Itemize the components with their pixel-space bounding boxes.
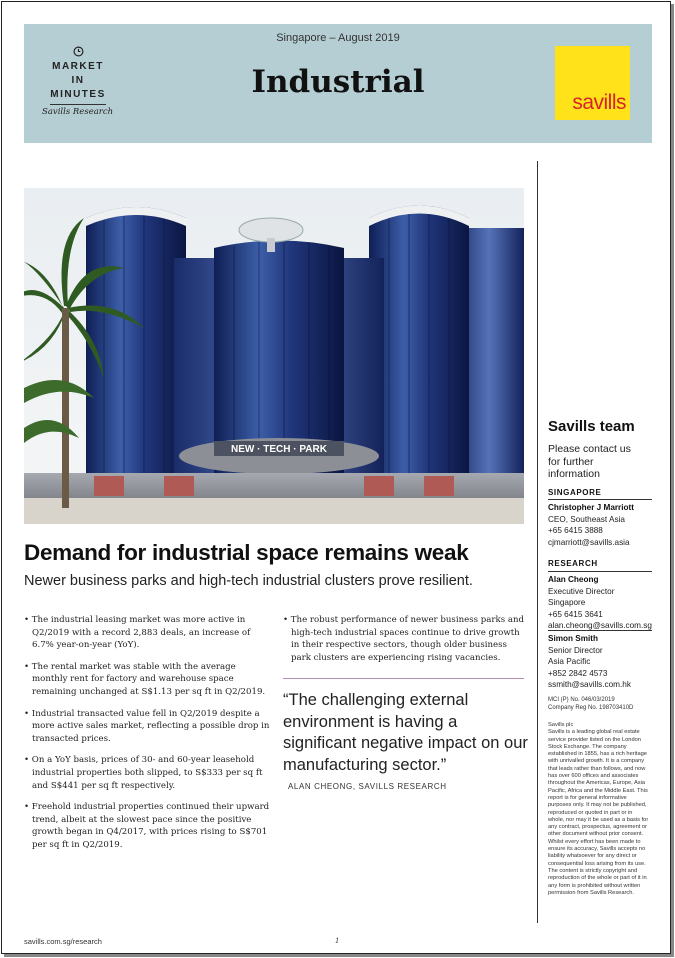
disclaimer — [548, 722, 650, 897]
series-line-3: MINUTES — [50, 89, 106, 100]
bullet-point: • The rental market was stable with the average monthly rent for factory and warehouse space remaining unchanged at S$1.13 per sq ft in Q2/2019. — [24, 661, 266, 697]
savills-logo — [555, 46, 630, 120]
report-title: Industrial — [251, 64, 425, 100]
column-divider — [537, 161, 538, 923]
market-in-minutes-badge — [42, 46, 114, 117]
pull-quote: “The challenging external environment is having a significant negative impact on our manufacturing sector.” — [283, 691, 528, 774]
page-number: 1 — [335, 937, 340, 945]
dateline: Singapore – August 2019 — [276, 32, 400, 44]
contact-text: Please contact us for further information — [548, 443, 631, 480]
contact-phone: +65 6415 3641 — [548, 609, 603, 619]
section-rule — [548, 499, 652, 500]
series-divider — [50, 104, 106, 105]
building-illustration — [24, 188, 524, 524]
bullet-point: • The industrial leasing market was more active in Q2/2019 with a record 2,883 deals, an increase of 6.7% year-on-year (YoY). — [24, 615, 251, 651]
section-heading-research: RESEARCH — [548, 559, 598, 568]
registration-info — [548, 697, 658, 712]
header-band — [24, 24, 652, 143]
series-line-1: MARKET — [52, 61, 104, 72]
section-heading-singapore: SINGAPORE — [548, 488, 602, 497]
contact-card-marriott — [548, 502, 658, 548]
bullet-point: • On a YoY basis, prices of 30- and 60-year leasehold industrial properties both slipped, to S$333 per sq ft and S$441 per sq ft respectively. — [24, 755, 263, 791]
contact-title: Executive Director Singapore — [548, 586, 615, 607]
series-line-2: IN — [71, 75, 85, 86]
footer-url[interactable]: savills.com.sg/research — [24, 937, 102, 946]
contact-card-smith — [548, 633, 658, 691]
section-rule — [548, 571, 652, 572]
contact-name: Alan Cheong — [548, 575, 599, 584]
quote-attribution: ALAN CHEONG, SAVILLS RESEARCH — [288, 782, 447, 791]
clock-icon — [73, 46, 84, 57]
mci-number: MCI (P) No. 046/03/2019 — [548, 697, 615, 703]
contact-name: Simon Smith — [548, 634, 599, 643]
contact-phone: +852 2842 4573 — [548, 668, 608, 678]
team-heading: Savills team — [548, 418, 635, 435]
main-headline: Demand for industrial space remains weak — [24, 540, 469, 565]
contact-title: Senior Director Asia Pacific — [548, 645, 603, 666]
bullet-point: • The robust performance of newer business parks and high-tech industrial spaces continue to drive growth in their respective sectors, though older business park clusters are experiencing rising vacancies. — [283, 615, 524, 663]
building-sign: NEW · TECH · PARK — [231, 444, 327, 455]
bullet-point: • Freehold industrial properties continued their upward trend, albeit at the slowest pace since the positive growth began in Q4/2017, with prices rising to S$701 per sq ft in Q2/2019. — [24, 802, 270, 850]
contact-name: Christopher J Marriott — [548, 503, 634, 512]
quote-divider — [283, 678, 524, 679]
disclaimer-text: Savills is a leading global real estate service provider listed on the London Stock Exchange. The company established in 1855, has a rich heritage with unrivalled growth. It is a company that leads rather than follows, and now has over 600 offices and associates throughout the Americas, Europe, Asia Pacific, Africa and the Middle East. This report is for general informative purposes only. It may not be published, reproduced or quoted in part or in whole, nor may it be used as a basis for any contract, prospectus, agreement or other document without prior consent. Whilst every effort has been made to ensure its accuracy, Savills accepts no liability whatsoever for any direct or consequential loss arising from its use. The content is strictly copyright and reproduction of the whole or part of it in any form is prohibited without written permission from Savills Research. — [548, 729, 649, 896]
contact-email[interactable]: ssmith@savills.com.hk — [548, 680, 631, 689]
savills-logo-text: savills — [572, 91, 626, 114]
contact-card-cheong — [548, 574, 656, 632]
bullets-column-right — [283, 614, 524, 673]
company-reg: Company Reg No. 198703410D — [548, 704, 634, 711]
sub-headline: Newer business parks and high-tech industrial clusters prove resilient. — [24, 573, 473, 589]
contact-email[interactable]: alan.cheong@savills.com.sg — [548, 621, 652, 630]
bullets-column-left — [24, 614, 272, 861]
building-photo — [24, 188, 524, 524]
contact-title: CEO, Southeast Asia — [548, 514, 625, 524]
disclaimer-title: Savills plc — [548, 722, 574, 728]
series-subtitle: Savills Research — [42, 107, 114, 117]
contact-phone: +65 6415 3888 — [548, 526, 603, 535]
contact-rule — [548, 630, 652, 631]
contact-email[interactable]: cjmarriott@savills.asia — [548, 537, 630, 547]
bullet-point: • Industrial transacted value fell in Q2/2019 despite a more active sales market, reflecting a possible drop in transacted prices. — [24, 708, 270, 744]
